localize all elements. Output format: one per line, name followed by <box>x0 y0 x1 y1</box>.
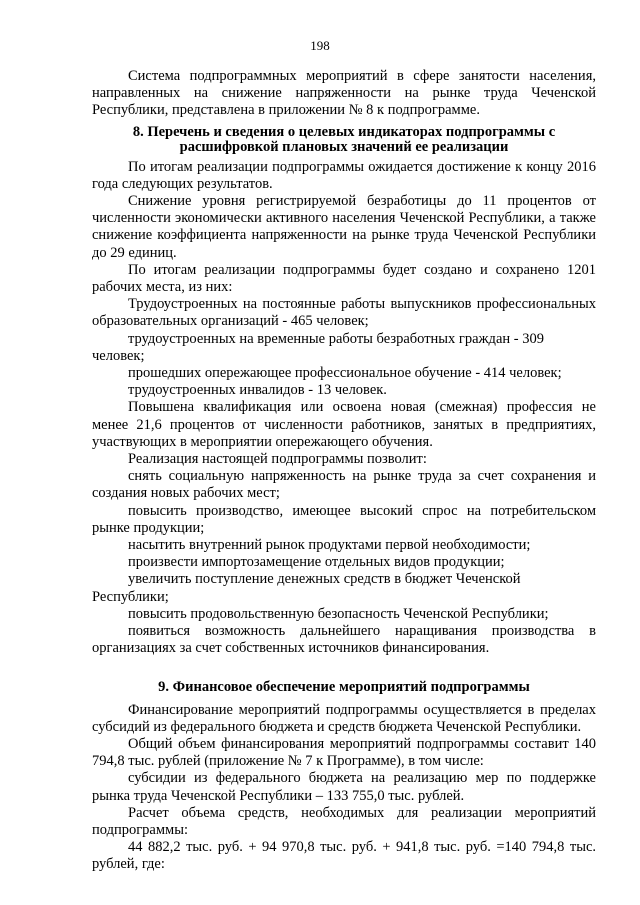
paragraph: трудоустроенных инвалидов - 13 человек. <box>128 382 387 399</box>
paragraph: Реализация настоящей подпрограммы позволит: <box>128 451 427 468</box>
paragraph: повысить производство, имеющее высокий спрос на потребительском рынке продукции; <box>92 502 596 536</box>
paragraph: Расчет объема средств, необходимых для реализации мероприятий подпрограммы: <box>92 804 596 838</box>
paragraph: появиться возможность дальнейшего наращивания производства в организациях за счет собственных источников финансирования. <box>92 623 596 657</box>
paragraph: повысить продовольственную безопасность Чеченской Республики; <box>128 605 549 622</box>
paragraph: Трудоустроенных на постоянные работы выпускников профессиональных образовательных организаций - 465 человек; <box>92 296 596 330</box>
document-body <box>92 68 596 874</box>
paragraph: Повышена квалификация или освоена новая (смежная) профессия не менее 21,6 процентов от численности работников, занятых в предприятиях, участвующих в мероприятии опережающего обучения. <box>92 399 596 450</box>
section-8-heading: 8. Перечень и сведения о целевых индикаторах подпрограммы с расшифровкой плановых значений ее реализации <box>132 123 556 155</box>
paragraph: субсидии из федерального бюджета на реализацию мер по поддержке рынка труда Чеченской Республики – 133 755,0 тыс. рублей. <box>92 770 596 804</box>
paragraph: Снижение уровня регистрируемой безработицы до 11 процентов от численности экономически активного населения Чеченской Республики, а также снижение коэффициента напряженности на рынке труда Чеченской Республики до 29 единиц. <box>92 193 596 261</box>
paragraph: снять социальную напряженность на рынке труда за счет сохранения и создания новых рабочих мест; <box>92 468 596 502</box>
page-number: 198 <box>310 38 330 53</box>
paragraph: По итогам реализации подпрограммы ожидается достижение к концу 2016 года следующих результатов. <box>92 158 596 192</box>
section-9-heading: 9. Финансовое обеспечение мероприятий подпрограммы <box>158 678 530 695</box>
paragraph: По итогам реализации подпрограммы будет создано и сохранено 1201 рабочих места, из них: <box>92 261 596 296</box>
intro-paragraph: Система подпрограммных мероприятий в сфере занятости населения, направленных на снижение напряженности на рынке труда Чеченской Республики, представлена в приложении № 8 к подпрограмме. <box>92 68 596 119</box>
paragraph: Общий объем финансирования мероприятий подпрограммы составит 140 794,8 тыс. рублей (приложение № 7 к Программе), в том числе: <box>92 735 596 770</box>
paragraph: прошедших опережающее профессиональное обучение - 414 человек; <box>128 365 562 382</box>
paragraph: Финансирование мероприятий подпрограммы осуществляется в пределах субсидий из федерального бюджета и средств бюджета Чеченской Республики. <box>92 701 596 735</box>
paragraph: произвести импортозамещение отдельных видов продукции; <box>128 554 505 571</box>
paragraph: насытить внутренний рынок продуктами первой необходимости; <box>128 537 531 554</box>
paragraph: увеличить поступление денежных средств в бюджет Чеченской Республики; <box>92 571 521 605</box>
paragraph: 44 882,2 тыс. руб. + 94 970,8 тыс. руб. + 941,8 тыс. руб. =140 794,8 тыс. рублей, где: <box>92 839 596 873</box>
paragraph: трудоустроенных на временные работы безработных граждан - 309 человек; <box>92 330 544 364</box>
